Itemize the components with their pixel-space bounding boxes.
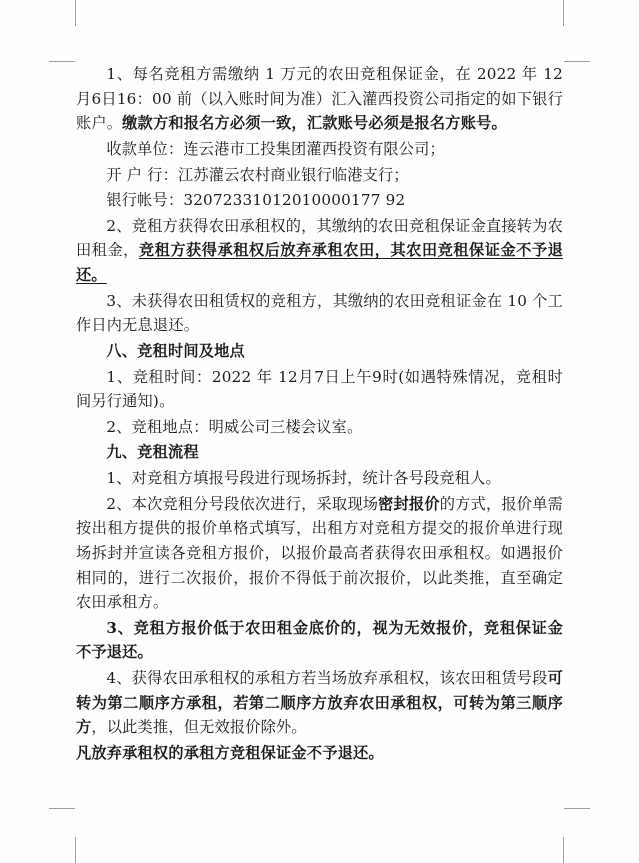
text-run: 2、本次竞租分号段依次进行，采取现场 <box>106 494 379 513</box>
emphasized-text: 九、竞租流程 <box>106 443 199 462</box>
text-run: 4、获得农田承租权的承租方若当场放弃承租权，该农田租赁号段 <box>106 669 548 687</box>
crop-mark-bottom-left <box>75 837 76 863</box>
text-run: 开 户 行：江苏灌云农村商业银行临港支行； <box>106 165 409 184</box>
bank-detail-line <box>76 188 563 213</box>
paragraph <box>76 666 563 740</box>
paragraph <box>76 415 563 440</box>
crop-mark-left-bottom <box>49 808 75 809</box>
text-run: 1、每名竞租方需缴纳 1 万元的农田竞租保证金，在 2022 年 12月6日16：00 前（以入账时间为准）汇入灌西投资公司指定的如下银行账户。 <box>76 65 563 133</box>
emphasized-text: 八、竞租时间及地点 <box>106 341 245 360</box>
text-run: 2、竞租地点：明威公司三楼会议室。 <box>106 417 363 436</box>
crop-mark-top-left <box>75 0 76 26</box>
text-run: 1、对竞租方填报号段进行现场拆封，统计各号段竞租人。 <box>106 469 501 487</box>
bank-detail-line <box>76 163 563 188</box>
paragraph <box>76 492 563 615</box>
text-run: 银行帐号：32072331012010000177 92 <box>106 191 406 210</box>
paragraph <box>76 466 563 491</box>
paragraph <box>76 214 563 288</box>
paragraph <box>76 289 563 338</box>
text-run: 的方式，报价单需按出租方提供的报价单格式填写，出租方对竞租方提交的报价单进行现场拆封并宣读各竞租方报价，以报价最高者获得农田承租权。如遇报价相同的，进行二次报价，报价不得低于前次报价，以此类推，直至确定农田承租方。 <box>76 494 563 612</box>
emphasized-text: 竞租方获得承租权后放弃承租农田，其农田竞租保证金不予退还。 <box>76 241 563 284</box>
text-run: ，以此类推，但无效报价除外。 <box>91 718 307 737</box>
text-run: 3、未获得农田租赁权的竞租方，其缴纳的农田竞租证金在 10 个工作日内无息退还。 <box>76 291 563 335</box>
emphasized-text: 凡放弃承租权的承租方竞租保证金不予退还。 <box>76 743 384 762</box>
crop-mark-bottom-right <box>563 837 564 863</box>
crop-mark-right-top <box>564 61 590 62</box>
paragraph <box>76 365 563 414</box>
emphasized-text: 可转为第二顺序方承租，若第二顺序方放弃农田承租权，可转为第三顺序方 <box>76 669 563 737</box>
section-heading <box>76 339 563 364</box>
text-run: 2、竞租方获得农田承租权的，其缴纳的农田竞租保证金直接转为农田租金， <box>76 216 563 260</box>
crop-mark-left-top <box>49 61 75 62</box>
crop-mark-top-right <box>563 0 564 26</box>
emphasized-text: 密封报价 <box>378 494 440 513</box>
document-body <box>76 62 563 767</box>
text-run: 1、竞租时间：2022 年 12月7日上午9时(如遇特殊情况，竞租时间另行通知)。 <box>76 367 563 411</box>
emphasized-text: 3、竞租方报价低于农田租金底价的，视为无效报价，竞租保证金不予退还。 <box>76 618 563 662</box>
paragraph <box>76 62 563 136</box>
bank-detail-line <box>76 137 563 162</box>
paragraph <box>76 741 563 766</box>
crop-mark-right-bottom <box>564 808 590 809</box>
text-run: 收款单位：连云港市工投集团灌西投资有限公司； <box>106 139 445 158</box>
emphasized-text: 缴款方和报名方必须一致，汇款账号必须是报名方账号。 <box>122 114 507 133</box>
section-heading <box>76 440 563 465</box>
paragraph <box>76 616 563 665</box>
